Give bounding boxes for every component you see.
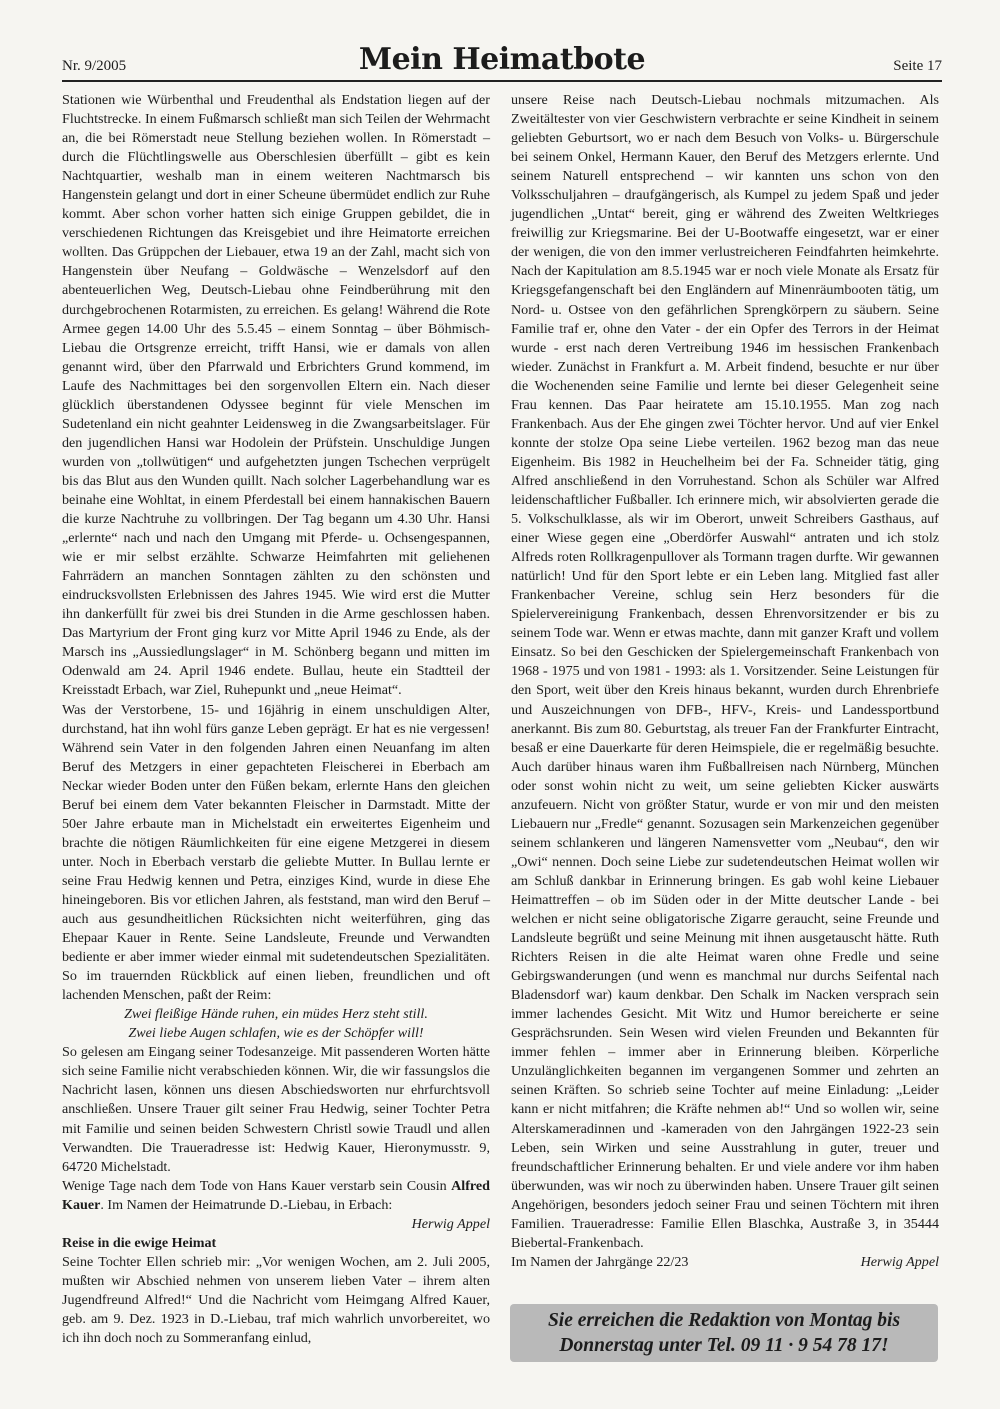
signature-row — [511, 1253, 939, 1272]
article-paragraph: unsere Reise nach Deutsch-Liebau nochmals mitzumachen. Als Zweitältester von vier Geschwistern verbrachte er seine Kindheit in seinem geliebten Geburtsort, wo er nach dem Besuch von Volks- u. Bürgerschule bei seinem Onkel, Hermann Kauer, den Beruf des Metzgers erlernte. Und seinem Naturell entsprechend – wir kannten uns schon von den Volksschuljahren – draufgängerisch, als Kumpel zu jedem Spaß und jeder jugendlichen „Untat“ bereit, ging er während des Zweiten Weltkrieges freiwillig zur Kriegsmarine. Bei der U-Bootwaffe eingesetzt, war er einer der wenigen, die von den immer verlustreicheren Feindfahrten heimkehrte. Nach der Kapitulation am 8.5.1945 war er noch viele Monate als Ersatz für Kriegsgefangenschaft bei den Engländern auf Minenräumbooten tätig, um Nord- u. Ostsee von den gefährlichen Sprengkörpern zu säubern. Seine Familie traf er, ohne den Vater - der ein Opfer des Terrors in der Heimat wurde - erst nach deren Vertreibung 1946 im hessischen Frankenbach wieder. Zunächst in Frankfurt a. M. Arbeit findend, besuchte er nur über die Wochenenden seine Familie und lernte bei dieser Gelegenheit seine Frau kennen. Das Paar heiratete am 15.10.1955. Man zog nach Frankenbach. Aus der Ehe gingen zwei Töchter hervor. Und auf vier Enkel konnte der stolze Opa seine Liebe verteilen. 1962 bezog man das neue Eigenheim. Bis 1982 in Heuchelheim bei der Fa. Schneider tätig, ging Alfred anschließend in den Vorruhestand. Schon als Schüler war Alfred leidenschaftlicher Fußballer. Ich erinnere mich, wir absolvierten gerade die 5. Volkschulklasse, als wir im Oberort, unweit Schreibers Gasthaus, auf einer Wiese gegen eine „Oberdörfer Auswahl“ antraten und ich stolz Alfreds roten Rollkragenpullover als Tormann tragen durfte. Wir gewannen natürlich! Und für den Sport lebte er ein Leben lang. Mitglied fast aller Frankenbacher Vereine, schlug sein Herz besonders für die Spielervereinigung Frankenbach, dessen Ehrenvorsitzender er bis zu seinem Tode war. Wenn er etwas machte, dann mit ganzer Kraft und vollem Einsatz. So bei den Geschicken der Spielergemeinschaft Frankenbach von 1968 - 1975 und von 1981 - 1993: als 1. Vorsitzender. Seine Leistungen für den Sport, weit über den Kreis hinaus bekannt, wurden durch Ehrenbriefe und Auszeichnungen von DFB-, HFV-, Kreis- und Landessportbund anerkannt. Bis zum 80. Geburtstag, als treuer Fan der Frankfurter Eintracht, besaß er eine Dauerkarte für deren Heimspiele, die er regelmäßig besuchte. Auch darüber hinaus waren ihm Fußballreisen nach Nürnberg, München oder sonst wohin nicht zu weit, um seine geliebten Kicker auswärts anzufeuern. Nicht von größter Statur, wurde er von mir und den meisten Liebauern nur „Fredle“ genannt. Sozusagen sein Markenzeichen gegenüber seinem schlankeren und längeren Namensvetter vom „Neubau“, den wir „Owi“ nennen. Doch seine Liebe zur sudetendeutschen Heimat wollen wir am Schluß dankbar in Erinnerung bringen. Es gab wohl keine Liebauer Heimattreffen – ob im Süden oder in der Mitte deutscher Lande - bei welchen er nicht seine obligatorische Zigarre geraucht, seine Freunde und Landsleute begrüßt und seine Meinung mit ihnen ausgetauscht hätte. Ruth Richters Reisen in die alte Heimat waren ohne Fredle und seine Gebirgswanderungen (und wenn es manchmal nur durchs Seifental nach Bladensdorf war) kaum denkbar. Den Schalk im Nacken versprach sein immer lachendes Gesicht. Mit Witz und Humor bereicherte er seine Gesprächsrunden. Sein Wesen wird vielen Freunden und Bekannten für immer fehlen – immer aber in Erinnerung bleiben. Körperliche Unzulänglichkeiten begannen im vergangenen Sommer und zehrten an seinen Kräften. So schrieb seine Tochter auf meine Einladung: „Leider kann er nicht mitfahren; die Kräfte nehmen ab!“ Und so wollen wir, seine Alterskameradinnen und -kameraden von den Jahrgängen 1922-23 sein Leben, sein Wirken und seine Ausstrahlung in guter, treuer und freundschaftlicher Erinnerung behalten. Er und viele andere vor ihm haben überwunden, was wir noch zu überwinden haben. Unsere Trauer gilt seinen Angehörigen, besonders jedoch seiner Frau und seinen Töchtern mit ihren Familien. Traueradresse: Familie Ellen Blaschka, Austraße 3, in 35444 Biebertal-Frankenbach. — [511, 92, 939, 1251]
author-signature: Herwig Appel — [860, 1253, 939, 1270]
page-header — [62, 36, 942, 76]
masthead-logo: Mein Heimatbote — [358, 42, 646, 77]
author-signature: Herwig Appel — [411, 1215, 490, 1232]
article-paragraph: Was der Verstorbene, 15- und 16jährig in einem unschuldigen Alter, durchstand, hat ihn wohl fürs ganze Leben geprägt. Er hat es nie vergessen! Während sein Vater in den folgenden Jahren einen Neuanfang im alten Beruf des Metzgers in einer gepachteten Fleischerei in Eberbach am Neckar wieder Boden unter den Füßen bekam, erlernte Hans den gleichen Beruf bei einem dem Vater bekannten Fleischer in Darmstadt. Mitte der 50er Jahre erbaute man in Michelstadt ein erweitertes Eigenheim und brachte die nötigen Räumlichkeiten für eine eigene Metzgerei in diesem unter. Noch in Eberbach verstarb die geliebte Mutter. In Bullau lernte er seine Frau Hedwig kennen und Petra, einziges Kind, wurde in diese Ehe hineingeboren. Bis vor etlichen Jahren, als feststand, man wird den Beruf – auch aus gesundheitlichen Rücksichten nicht weiterführen, ging das Ehepaar Kauer in Rente. Seine Landsleute, Freunde und Verwandten bediente er aber immer wieder einmal mit sudetendeutschen Spezialitäten. So im trauernden Rückblick auf einen lieben, freundlichen und oft lachenden Menschen, paßt der Reim: — [62, 701, 490, 1004]
contact-notice-box — [510, 1304, 938, 1362]
page-number: Seite 17 — [893, 58, 942, 74]
right-column — [511, 91, 939, 1272]
article-paragraph: Seine Tochter Ellen schrieb mir: „Vor wenigen Wochen, am 2. Juli 2005, mußten wir Abschied nehmen von unserem lieben Vater – ihrem alten Jugendfreund Alfred!“ Und die Nachricht vom Heimgang Alfred Kauer, geb. am 9. Dez. 1923 in D.-Liebau, traf mich wahrlich unvorbereitet, wo ich ihn doch noch zu Sommeranfang einlud, — [62, 1253, 490, 1347]
signature-label: Im Namen der Jahrgänge 22/23 — [511, 1253, 689, 1270]
article-paragraph: So gelesen am Eingang seiner Todesanzeige. Mit passenderen Worten hätte sich seine Familie nicht verabschieden können. Wir, die wir fassungslos die Nachricht lasen, können uns diesen Abschiedsworten nur ehrfurchtsvoll anschließen. Unsere Trauer gilt seiner Frau Hedwig, seiner Tochter Petra mit Familie und seinen beiden Schwestern Christl sowie Traudl und allen Verwandten. Die Traueradresse ist: Hedwig Kauer, Hieronymusstr. 9, 64720 Michelstadt. — [62, 1044, 490, 1175]
paragraph-text: Wenige Tage nach dem Tode von Hans Kauer verstarb sein Cousin — [62, 1177, 447, 1194]
left-column — [62, 91, 490, 1348]
notice-line: Sie erreichen die Redaktion von Montag bis — [547, 1310, 901, 1331]
article-paragraph: Stationen wie Würbenthal und Freudenthal als Endstation liegen auf der Fluchtstrecke. In einem Fußmarsch schließt man sich Teilen der Wehrmacht an, die bei Römerstadt neue Stellung beziehen wollen. In Römerstadt – durch die Flüchtlingswelle aus Oberschlesien überfüllt – gibt es kein Nachtquartier, weshalb man in einem weiteren Nachtmarsch bis Hangenstein gelangt und dort in einer Scheune übermüdet endlich zur Ruhe kommt. Aber schon vorher hatten sich einige Gruppen gebildet, die in verschiedenen Richtungen das Kreisgebiet und ihre Heimatorte erreichen wollten. Das Grüppchen der Liebauer, etwa 19 an der Zahl, macht sich von Hangenstein über Neufang – Goldwäsche – Wenzelsdorf auf den abenteuerlichen Weg, Deutsch-Liebau ohne Feindberührung mit den durchgebrochenen Rotarmisten, zu erreichen. Es gelang! Während die Rote Armee gegen 14.00 Uhr des 5.5.45 – einem Sonntag – über Böhmisch-Liebau die Ortsgrenze erreicht, trifft Hansi, wie er damals von allen genannt wird, über den Pfarrwald und Erbrichters Grund kommend, im Laufe des Nachmittages bei den sorgenvollen Eltern ein. Nach dieser glücklich überstandenen Odyssee beginnt für viele Menschen im Sudetenland ein nicht geahnter Leidensweg in die Zwangsarbeitslager. Für den jugendlichen Hansi war Hodolein der Prüfstein. Unschuldige Jungen wurden von „tollwütigen“ und aufgehetzten jungen Tschechen verprügelt bis das Blut aus den Wunden quillt. Nach solcher Lagerbehandlung war es beinahe eine Wohltat, in einem Pferdestall bei einem hannakischen Bauern die kurze Nachtruhe zu vollbringen. Der Tag begann um 4.30 Uhr. Hansi „erlernte“ nach und nach den Umgang mit Pferde- u. Ochsengespannen, wie er mir selbst erzählte. Schwarze Heimfahrten mit geliehenen Fahrrädern an manchen Sonntagen zählten zu den schönsten und eindrucksvollsten Erlebnissen des Jahres 1945. Wie wird erst die Mutter ihn dankerfüllt für zwei bis drei Stunden in die Arme geschlossen haben. Das Martyrium der Front ging kurz vor Mitte April 1946 zu Ende, als der Marsch ins „Aussiedlungslager“ in M. Schönberg begann und mitten im Odenwald am 24. April 1946 endete. Bullau, heute ein Stadtteil der Kreisstadt Erbach, war Ziel, Ruhepunkt und „neue Heimat“. — [62, 92, 490, 699]
poem-line: Zwei liebe Augen schlafen, wie es der Schöpfer will! — [128, 1025, 424, 1042]
poem-line: Zwei fleißige Hände ruhen, ein müdes Herz steht still. — [124, 1006, 428, 1023]
paragraph-text: . Im Namen der Heimatrunde D.-Liebau, in Erbach: — [100, 1196, 393, 1213]
header-rule — [62, 80, 942, 82]
notice-line: Donnerstag unter Tel. 09 11 · 9 54 78 17! — [559, 1335, 889, 1356]
deceased-name: Alfred Kauer — [62, 1177, 491, 1213]
section-heading: Reise in die ewige Heimat — [62, 1234, 217, 1251]
issue-number: Nr. 9/2005 — [62, 58, 127, 74]
article-paragraph — [62, 1177, 490, 1215]
